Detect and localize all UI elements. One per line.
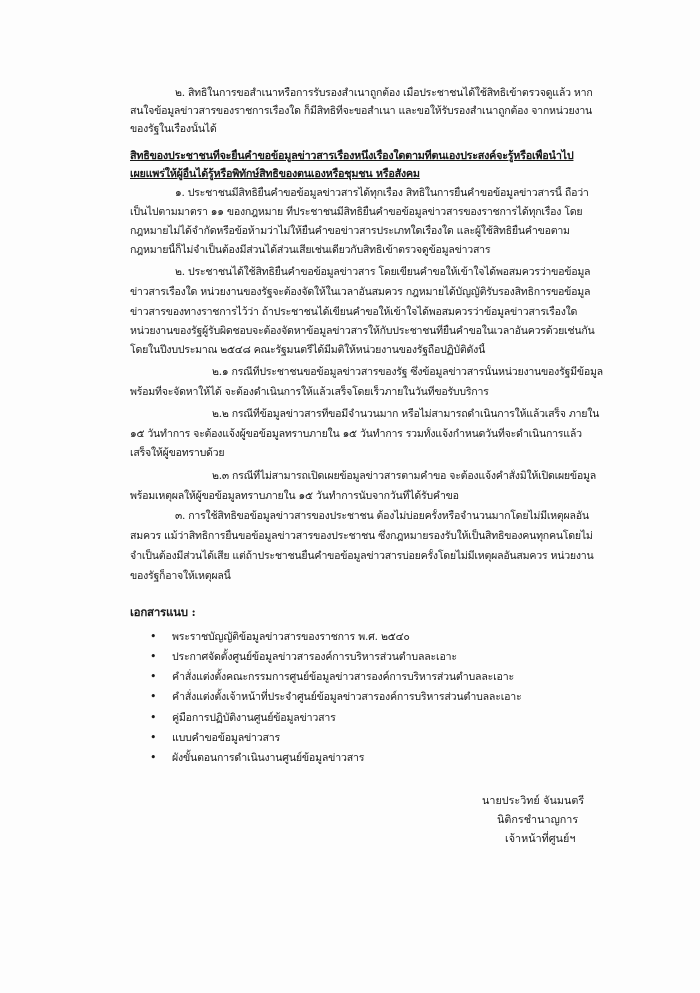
section-heading-line-2: เผยแพร่ให้ผู้อื่นได้รู้หรือพิทักษ์สิทธิของตนเองหรือชุมชน หรือสังคม	[130, 167, 420, 180]
bullet-icon: •	[150, 650, 157, 663]
section2-line-1: ๒. ประชาชนได้ใช้สิทธิยื่นคำขอข้อมูลข่าวสาร โดยเขียนคำขอให้เข้าใจได้พอสมควรว่าขอข้อมูล	[175, 266, 591, 278]
section3-line-2: สมควร แม้ว่าสิทธิการยื่นขอข้อมูลข่าวสารของประชาชน ซึ่งกฎหมายรองรับให้เป็นสิทธิของคนทุกคนโดยไม่	[130, 530, 593, 542]
section2-line-2: ข่าวสารเรื่องใด หน่วยงานของรัฐจะต้องจัดให้ในเวลาอันสมควร กฎหมายได้บัญญัติรับรองสิทธิการขอข้อมูล	[130, 286, 591, 298]
bullet-icon: •	[150, 711, 157, 724]
section1-line-2: เป็นไปตามมาตรา ๑๑ ของกฎหมาย ที่ประชาชนมีสิทธิยื่นคำขอข้อมูลข่าวสารของราชการได้ทุกเรื่อง โดย	[130, 206, 583, 218]
bullet-icon: •	[150, 670, 157, 683]
attachment-item-label: แบบคำขอข้อมูลข่าวสาร	[172, 732, 281, 744]
section2-line-3: ข่าวสารของทางราชการไว้ว่า ถ้าประชาชนได้เขียนคำขอให้เข้าใจได้พอสมควรว่าข้อมูลข่าวสารเรื่องใด	[130, 306, 578, 318]
bullet-icon: •	[150, 630, 157, 643]
section1-line-4: กฎหมายนี้ก็ไม่จำเป็นต้องมีส่วนได้ส่วนเสียเช่นเดียวกับสิทธิเข้าตรวจดูข้อมูลข่าวสาร	[130, 244, 491, 256]
attachment-item-label: ประกาศจัดตั้งศูนย์ข้อมูลข่าวสารองค์การบริหารส่วนตำบลละเอาะ	[172, 651, 457, 663]
section1-line-1: ๑. ประชาชนมีสิทธิยื่นคำขอข้อมูลข่าวสารได้ทุกเรื่อง สิทธิในการยื่นคำขอข้อมูลข่าวสารนี้ ถือว่า	[175, 187, 589, 199]
sub23-line-2: พร้อมเหตุผลให้ผู้ขอข้อมูลทราบภายใน ๑๕ วันทำการนับจากวันที่ได้รับคำขอ	[130, 490, 459, 502]
section3-line-3: จำเป็นต้องมีส่วนได้เสีย แต่ถ้าประชาชนยื่นคำขอข้อมูลข่าวสารบ่อยครั้งโดยไม่มีเหตุผลอันสมควร หน่วยงาน	[130, 550, 594, 562]
attachment-item-label: คำสั่งแต่งตั้งเจ้าหน้าที่ประจำศูนย์ข้อมูลข่าวสารองค์การบริหารส่วนตำบลละเอาะ	[172, 691, 522, 703]
attachments-title: เอกสารแนบ :	[130, 605, 196, 619]
section-heading-line-1: สิทธิของประชาชนที่จะยื่นคำขอข้อมูลข่าวสารเรื่องหนึ่งเรื่องใดตามที่ตนเองประสงค์จะรู้หรือเพื่อนำไป	[130, 149, 574, 162]
bullet-icon: •	[150, 751, 157, 764]
sub21-line-2: พร้อมที่จะจัดหาให้ได้ จะต้องดำเนินการให้แล้วเสร็จโดยเร็วภายในวันที่ขอรับบริการ	[130, 386, 489, 398]
attachment-item-label: ผังขั้นตอนการดำเนินงานศูนย์ข้อมูลข่าวสาร	[172, 752, 365, 764]
bullet-icon: •	[150, 731, 157, 744]
signature-role: เจ้าหน้าที่ศูนย์ฯ	[505, 832, 576, 845]
attachment-item-label: พระราชบัญญัติข้อมูลข่าวสารของราชการ พ.ศ. ๒๕๔๐	[172, 631, 410, 643]
section2-line-4: หน่วยงานของรัฐผู้รับผิดชอบจะต้องจัดหาข้อมูลข่าวสารให้กับประชาชนที่ยื่นคำขอในเวลาอันควรด้วยเช่นกัน	[130, 325, 595, 337]
sub22-line-2: ๑๕ วันทำการ จะต้องแจ้งผู้ขอข้อมูลทราบภายใน ๑๕ วันทำการ รวมทั้งแจ้งกำหนดวันที่จะดำเนินการแล้ว	[130, 428, 582, 440]
sub22-line-3: เสร็จให้ผู้ขอทราบด้วย	[130, 447, 225, 459]
section2-line-5: โดยในปีงบประมาณ ๒๕๔๘ คณะรัฐมนตรีได้มีมติให้หน่วยงานของรัฐถือปฏิบัติดังนี้	[130, 344, 486, 356]
para2-line-1: ๒. สิทธิในการขอสำเนาหรือการรับรองสำเนาถูกต้อง เมื่อประชาชนได้ใช้สิทธิเข้าตรวจดูแล้ว หาก	[175, 87, 593, 99]
signature-position: นิติกรชำนาญการ	[497, 813, 579, 826]
attachment-item-label: คู่มือการปฏิบัติงานศูนย์ข้อมูลข่าวสาร	[172, 712, 336, 724]
sub22-line-1: ๒.๒ กรณีที่ข้อมูลข่าวสารที่ขอมีจำนวนมาก หรือไม่สามารถดำเนินการให้แล้วเสร็จ ภายใน	[212, 408, 600, 420]
section1-line-3: กฎหมายไม่ได้จำกัดหรือข้อห้ามว่าไม่ให้ยื่นคำขอข่าวสารประเภทใดเรื่องใด และผู้ใช้สิทธิยื่นคำขอตาม	[130, 225, 570, 237]
para2-line-2: สนใจข้อมูลข่าวสารของราชการเรื่องใด ก็มีสิทธิที่จะขอสำเนา และขอให้รับรองสำเนาถูกต้อง จากหน่วยงาน	[130, 105, 593, 117]
section3-line-4: ของรัฐก็อาจให้เหตุผลนี้	[130, 570, 231, 582]
signature-name: นายประวิทย์ จันมนตรี	[482, 794, 585, 807]
attachment-item-label: คำสั่งแต่งตั้งคณะกรรมการศูนย์ข้อมูลข่าวสารองค์การบริหารส่วนตำบลละเอาะ	[172, 671, 514, 683]
section3-line-1: ๓. การใช้สิทธิขอข้อมูลข่าวสารของประชาชน ต้องไม่บ่อยครั้งหรือจำนวนมากโดยไม่มีเหตุผลอัน	[175, 510, 589, 522]
sub23-line-1: ๒.๓ กรณีที่ไม่สามารถเปิดเผยข้อมูลข่าวสารตามคำขอ จะต้องแจ้งคำสั่งมิให้เปิดเผยข้อมูล	[212, 470, 596, 482]
para2-line-3: ของรัฐในเรื่องนั้นได้	[130, 123, 217, 135]
sub21-line-1: ๒.๑ กรณีที่ประชาชนขอข้อมูลข่าวสารของรัฐ ซึ่งข้อมูลข่าวสารนั้นหน่วยงานของรัฐมีข้อมูล	[212, 366, 603, 378]
bullet-icon: •	[150, 690, 157, 703]
